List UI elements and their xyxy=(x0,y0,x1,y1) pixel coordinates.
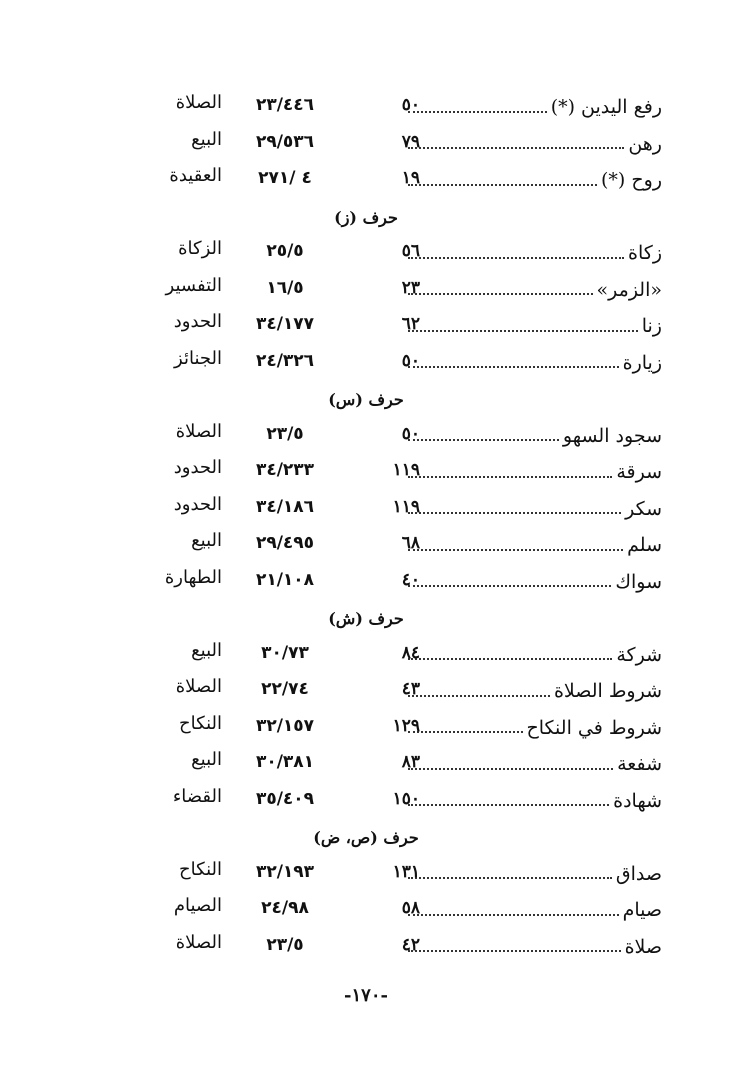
entry-term: صداق xyxy=(615,862,662,885)
index-entry xyxy=(0,421,732,451)
entry-term-group xyxy=(404,457,662,487)
index-entry xyxy=(0,311,732,341)
index-entry xyxy=(0,640,732,670)
index-entry xyxy=(0,786,732,816)
book-name: التفسير xyxy=(165,274,222,296)
entry-term-group xyxy=(404,165,662,195)
entry-term: سلم xyxy=(627,534,662,556)
index-entry xyxy=(0,348,732,378)
volume-page-ref: ٢٤/٩٨ xyxy=(261,898,309,918)
entry-number: ٦٨ xyxy=(401,533,420,553)
index-entry xyxy=(0,494,732,524)
dot-leader xyxy=(408,511,621,514)
volume-page-ref: ٢١/١٠٨ xyxy=(255,569,315,590)
volume-page-ref: ٤ /٢٧١ xyxy=(258,168,312,188)
entry-term: شفعة xyxy=(617,753,662,775)
book-name: البيع xyxy=(191,749,222,770)
dot-leader xyxy=(408,657,612,660)
entry-term-group xyxy=(404,640,662,670)
entry-number: ٨٤ xyxy=(401,642,420,663)
volume-page-ref: ٢٣/٥ xyxy=(266,423,304,444)
dot-leader xyxy=(408,584,611,587)
index-entry xyxy=(0,457,732,487)
entry-number: ٥٨ xyxy=(401,898,420,918)
book-name: الحدود xyxy=(173,311,222,332)
book-name: البيع xyxy=(191,530,222,551)
entry-term: زكاة xyxy=(628,242,662,264)
book-name: الحدود xyxy=(173,457,222,478)
entry-number: ٥٠ xyxy=(401,423,420,444)
index-entry xyxy=(0,275,732,305)
index-entry xyxy=(0,129,732,159)
entry-term-group xyxy=(404,749,662,779)
index-entry xyxy=(0,530,732,560)
book-name: البيع xyxy=(191,128,222,150)
book-name: القضاء xyxy=(172,785,222,807)
index-entry xyxy=(0,567,732,597)
book-name: الحدود xyxy=(173,493,222,515)
index-entry xyxy=(0,676,732,706)
index-entry xyxy=(0,238,732,268)
dot-leader xyxy=(408,110,547,113)
dot-leader xyxy=(408,949,621,952)
entry-term: رفع اليدين (*) xyxy=(550,96,662,118)
volume-page-ref: ٢٤/٣٢٦ xyxy=(255,350,315,371)
entry-term: زيارة xyxy=(622,351,662,374)
page-number: -١٧٠- xyxy=(344,985,388,1006)
volume-page-ref: ٣٢/١٥٧ xyxy=(255,715,315,736)
entry-term-group xyxy=(404,786,662,816)
entry-number: ٨٣ xyxy=(401,752,420,772)
dot-leader xyxy=(408,876,612,879)
book-name: الجنائز xyxy=(174,347,222,369)
entry-number: ٤٢ xyxy=(401,934,420,955)
entry-number: ١٣١ xyxy=(392,861,420,882)
dot-leader xyxy=(408,292,593,295)
book-name: الصلاة xyxy=(175,676,222,697)
dot-leader xyxy=(408,767,613,770)
entry-term-group xyxy=(404,238,662,268)
index-entry xyxy=(0,932,732,962)
entry-term: «الزمر» xyxy=(596,278,662,301)
volume-page-ref: ٣٤/١٨٦ xyxy=(255,496,315,517)
entry-number: ٧٩ xyxy=(401,131,420,152)
entry-term-group xyxy=(404,895,662,925)
section-header: حرف (ز) xyxy=(334,207,398,227)
dot-leader xyxy=(408,730,523,733)
dot-leader xyxy=(408,475,612,478)
entry-term-group xyxy=(404,713,662,743)
book-name: الصلاة xyxy=(175,92,222,113)
volume-page-ref: ١٦/٥ xyxy=(266,277,304,298)
entry-number: ٥٠ xyxy=(401,350,420,371)
entry-number: ١٩ xyxy=(401,168,420,188)
entry-number: ٤٠ xyxy=(401,569,420,590)
book-name: النكاح xyxy=(179,858,222,880)
entry-term-group xyxy=(404,129,662,159)
volume-page-ref: ٣٤/٢٣٣ xyxy=(255,460,315,480)
volume-page-ref: ٢٢/٧٤ xyxy=(261,679,309,699)
dot-leader xyxy=(408,329,638,332)
book-name: البيع xyxy=(191,639,222,661)
entry-term-group xyxy=(404,311,662,341)
dot-leader xyxy=(408,803,609,806)
volume-page-ref: ٢٥/٥ xyxy=(266,241,304,261)
entry-term: زنا xyxy=(641,315,662,337)
entry-term: شركة xyxy=(616,643,662,666)
entry-number: ٦٢ xyxy=(401,314,420,334)
entry-number: ٢٣ xyxy=(401,277,420,298)
volume-page-ref: ٣٢/١٩٣ xyxy=(255,861,315,882)
entry-term: سجود السهو xyxy=(562,424,662,447)
index-entry xyxy=(0,859,732,889)
dot-leader xyxy=(408,183,597,186)
entry-number: ٤٣ xyxy=(401,679,420,699)
entry-term: صيام xyxy=(622,899,662,921)
section-header: حرف (ش) xyxy=(328,609,404,628)
entry-term: روح (*) xyxy=(601,169,662,191)
volume-page-ref: ٣٠/٧٣ xyxy=(261,642,309,663)
volume-page-ref: ٣٠/٣٨١ xyxy=(255,752,315,772)
entry-term: صلاة xyxy=(624,935,662,958)
dot-leader xyxy=(408,548,623,551)
entry-number: ١١٩ xyxy=(392,496,420,517)
entry-number: ١٢٩ xyxy=(392,715,420,736)
book-name: الصلاة xyxy=(175,931,222,953)
entry-term: سكر xyxy=(625,497,662,520)
entry-term-group xyxy=(404,421,662,451)
index-entry xyxy=(0,749,732,779)
book-name: الطهارة xyxy=(164,566,222,588)
dot-leader xyxy=(408,438,559,441)
book-name: الصيام xyxy=(173,895,222,916)
volume-page-ref: ٢٩/٥٣٦ xyxy=(255,131,315,152)
volume-page-ref: ٢٩/٤٩٥ xyxy=(255,533,315,553)
index-entry xyxy=(0,165,732,195)
entry-number: ٥٦ xyxy=(401,241,420,261)
book-name: الصلاة xyxy=(175,420,222,442)
entry-term: سواك xyxy=(615,570,662,593)
entry-term-group xyxy=(404,859,662,889)
volume-page-ref: ٢٣/٤٤٦ xyxy=(255,95,315,115)
volume-page-ref: ٣٤/١٧٧ xyxy=(255,314,315,334)
entry-term-group xyxy=(404,348,662,378)
entry-term-group xyxy=(404,275,662,305)
book-name: الزكاة xyxy=(178,238,222,259)
entry-term-group xyxy=(404,676,662,706)
dot-leader xyxy=(408,256,624,259)
dot-leader xyxy=(408,146,624,149)
entry-number: ٥٠ xyxy=(401,95,420,115)
book-name: النكاح xyxy=(179,712,222,734)
entry-term-group xyxy=(404,530,662,560)
book-name: العقيدة xyxy=(169,165,222,186)
entry-term-group xyxy=(404,932,662,962)
dot-leader xyxy=(408,913,619,916)
entry-term: شهادة xyxy=(613,789,662,812)
index-entry xyxy=(0,92,732,122)
entry-term: رهن xyxy=(628,132,662,155)
section-header: حرف (س) xyxy=(328,390,404,409)
entry-term-group xyxy=(404,494,662,524)
index-entry xyxy=(0,895,732,925)
dot-leader xyxy=(408,365,619,368)
entry-number: ١٥٠ xyxy=(392,788,420,809)
volume-page-ref: ٣٥/٤٠٩ xyxy=(255,788,315,809)
entry-term: شروط الصلاة xyxy=(553,680,662,702)
entry-term: سرقة xyxy=(616,461,662,483)
section-header: حرف (ص، ض) xyxy=(313,828,419,847)
entry-term: شروط في النكاح xyxy=(526,716,662,739)
entry-term-group xyxy=(404,92,662,122)
dot-leader xyxy=(408,694,550,697)
entry-term-group xyxy=(404,567,662,597)
entry-number: ١١٩ xyxy=(392,460,420,480)
volume-page-ref: ٢٣/٥ xyxy=(266,934,304,955)
index-entry xyxy=(0,713,732,743)
